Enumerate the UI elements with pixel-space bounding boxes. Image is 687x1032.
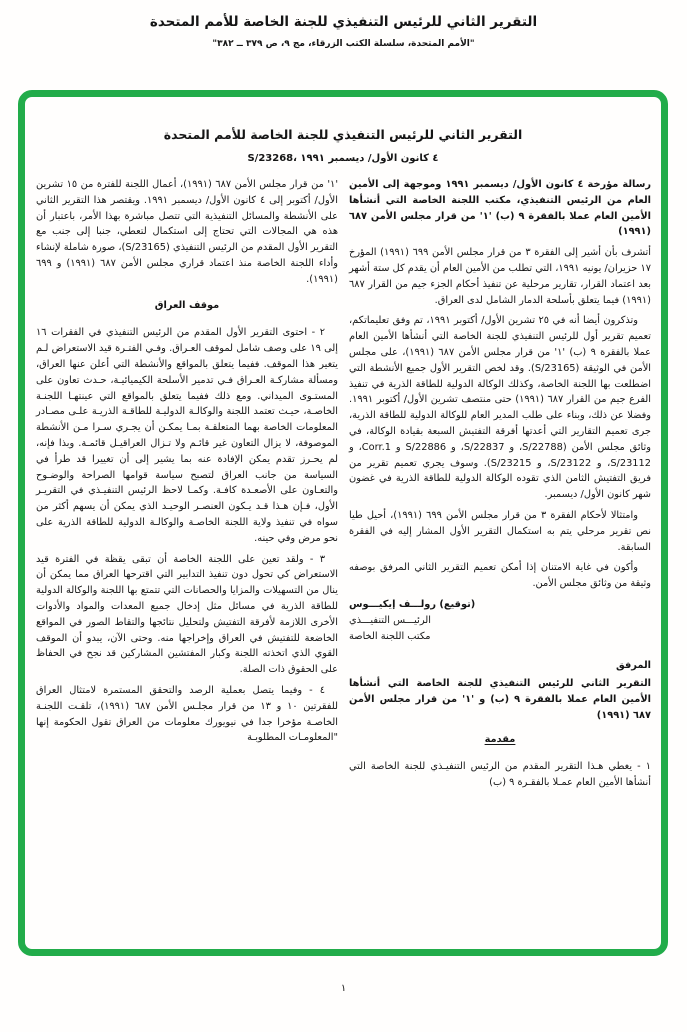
signature-block <box>349 597 651 644</box>
letter-paragraph-3: وامتثالا لأحكام الفقرة ٣ من قرار مجلس الأمن ٦٩٩ (١٩٩١)، أحيل طيا نص تقرير مرحلي يتم به استكمال التقرير الأول المشار إليه في الفقرة السابقة. <box>349 509 651 553</box>
body-paragraph-4: ٤ - وفيما يتصل بعملية الرصد والتحقق المستمرة لامتثال العراق للفقرتين ١٠ و ١٣ من قرار مجلـس الأمن ٦٨٧ (١٩٩١)، تلقـت اللجنـة الخاصـة مؤخرا جدا في نيويورك معلومات من العراق تقول الحكومة إنها "المعلومـات المطلوبـة <box>36 684 338 744</box>
body-paragraph-2: ٢ - احتوى التقرير الأول المقدم من الرئيس التنفيذي في الفقرات ١٦ إلى ١٩ على وصف شامل لموقف العـراق. وفـي الفتـرة قيد الاستعراض لـم يتغير هذا الموقف. ففيما يتعلق بالمواقع والأنشطة التي أعلن عنها العراق، ومسألة مشاركـة العـراق فـي تدمير الأسلحة الكيميائيـة، حـدث تعاون على المستـوى الميداني. ومع ذلك ففيما يتعلق بالمواقع التي عينتهـا اللجنـة الخاصـة، حيـث تعتمد اللجنة والوكالـة الدوليـة للطاقـة الذريـة علـى مصـادر المعلومات الخاصة بهما المتعلقـة بمـا يمكـن أن يجـري سـرا مـن الأنشطة الموصوفة، لا يزال التعاون غير قائـم ولا تـزال العراقيـل قائمـة. وبذا فإنه، لم يحـرز تقدم يمكن الإفادة عنه بما يشير إلى أن تغييرا قد طرأ في السياسة من جانب العراق لتصبح سياسة قوامها الصراحة والوضـوح والتعـاون على الأصعـدة كافـة. وكمـا لاحظ الرئيس التنفيـذي في التقريـر الأول، فـإن هـذا قـد يـكون العنصـر الوحيـد الذي يمكن أن يسهم أكثر من سواه في تنفيذ ولاية اللجنة الخاصـة والوكالـة الدولية للطاقة الذرية على نحو مرض وفي حينه. <box>36 327 338 544</box>
page-number: ١ <box>340 983 347 994</box>
column-left <box>36 177 338 751</box>
document-reference: S/23268، ٤ كانون الأول/ ديسمبر ١٩٩١ <box>247 153 439 164</box>
signature-role: الرئيـــس التنفيـــذي <box>349 614 431 626</box>
header-source-line: "الأمم المتحدة، سلسلة الكتب الزرقاء، مج ٩، ص ٣٧٩ ــ ٣٨٢" <box>212 39 475 49</box>
letter-paragraph-4: وأكون في غاية الامتنان إذا أمكن تعميم التقرير الثاني المرفق بوصفه وثيقة من وثائق مجلس الأمن. <box>349 562 651 590</box>
letter-paragraph-2: وتذكرون أيضا أنه في ٢٥ تشرين الأول/ أكتوبر ١٩٩١، تم وفق تعليماتكم، تعميم تقرير أول للرئيس التنفيذي للجنة الخاصة التي أنشأها الأمين العام عملا بالفقرة ٩ (ب) '١' من قرار مجلس الأمن ٦٨٧ (١٩٩١)، على مجلس الأمن في الوثيقة (S/23165). وقد لخص التقرير الأول جميع الأنشطة التي اضطلعت بها اللجنة الخاصة، وكذلك الوكالة الدولية للطاقة الذرية في تنفيذ الفرع جيم من القرار ٦٨٧ (١٩٩١) حتى منتصف تشرين الأول/ أكتوبر ١٩٩١. وفضلا عن ذلك، وبناء على طلب المدير العام للوكالة الدولية للطاقة الذرية، جرى تعميم التقارير التي أعدتها أفرقة التفتيش السبعة بقيادة الوكالة، في وثائق مجلس الأمن (S/22788، و S/22837، و S/22886 و Corr.1، و S/23112، و S/23122، و S/23215). وسوف يجري تعميم تقرير من فريق التفتيش الثامن الذي تقوده الوكالة الدولية للطاقة الذرية في غضون شهر كانون الأول/ ديسمبر. <box>349 315 652 501</box>
introduction-paragraph-1-continuation: '١' من قرار مجلس الأمن ٦٨٧ (١٩٩١)، أعمال اللجنة للفترة من ١٥ تشرين الأول/ أكتوبر إلى ٤ كانون الأول/ ديسمبر ١٩٩١. ويقتصر هذا التقرير الثاني على الأنشطة والمسائل التنفيذية التي تتصل مباشرة بهذا الأمر، باعتبار أن هذه هي المجالات التي تحتاج إلى استكمال لتعطي، جنبا إلى جنب مع التقرير الأول المقدم من الرئيس التنفيذي (S/23165)، صورة شاملة لإنشاء وأداء اللجنة الخاصة منذ اعتماد قراري مجلس الأمن ٦٨٧ (١٩٩١) و ٦٩٩ (١٩٩١). <box>36 179 339 285</box>
column-right <box>349 177 651 796</box>
header-title: التقرير الثاني للرئيس التنفيذي للجنة الخاصة للأمم المتحدة <box>149 14 538 30</box>
document-title: التقرير الثاني للرئيس التنفيذي للجنة الخاصة للأمم المتحدة <box>163 127 523 142</box>
body-paragraph-3: ٣ - ولقد تعين على اللجنة الخاصة أن تبقى يقظة في الفترة قيد الاستعراض كي تحول دون تنفيذ التدابير التي اقترحها العراق مما يمكن أن ينال من التسهيلات والمزايا والحصانات التي تتمتع بها اللجنة والوكالة الدولية للطاقة الذرية في مسائل مثل إدخال جميع المعدات والمواد والأدوات الأخرى اللازمة لأفرقة التفتيش ولتحليل نتائجها والتقاط الصور في المواقع الخاضعة للتفتيش في العراق وإخراجها منه. وحتى الآن، يبدو أن الموقف القوي الذي اتخذته اللجنة وكبار المفتشين المشاركين قد نجح في الحفاظ على الحقوق ذات الصلة. <box>36 553 338 676</box>
annex-title: التقرير الثاني للرئيس التنفيذي للجنة الخاصة التي أنشأها الأمين العام عملا بالفقرة ٩ (ب) و '١' من قرار مجلس الأمن ٦٨٧ (١٩٩١) <box>349 678 651 721</box>
two-column-body <box>25 177 661 796</box>
introduction-paragraph-1: ١ - يغطي هـذا التقرير المقدم من الرئيس التنفيـذي للجنة الخاصة التي أنشأها الأمين العام عمـلا بالفقـرة ٩ (ب) <box>349 761 651 789</box>
signature-office: مكتب اللجنة الخاصة <box>349 630 431 642</box>
annex-label: المرفق <box>616 660 651 672</box>
introduction-heading: مقدمة <box>484 733 516 745</box>
signature-name: (توقيع) رولـــف إيكيـــوس <box>349 598 476 610</box>
page-header <box>0 14 687 49</box>
letter-paragraph-1: أتشرف بأن أشير إلى الفقرة ٣ من قرار مجلس الأمن ٦٩٩ (١٩٩١) المؤرخ ١٧ حزيران/ يونيه ١٩٩١، التي تطلب من الأمين العام أن يقدم كل ستة أشهر بعد اعتماد القرار، تقارير مرحلية عن تنفيذ أحكام الجزء جيم من القرار ٦٨٧ (١٩٩١) فيما يتعلق بأسلحة الدمار الشامل لدى العراق. <box>349 247 652 306</box>
green-frame <box>18 90 668 956</box>
letter-subject: رسالة مؤرخة ٤ كانون الأول/ ديسمبر ١٩٩١ وموجهة إلى الأمين العام من الرئيس التنفيذي، مكتب اللجنة الخاصة التي أنشأها الأمين العام عملا بالفقرة ٩ (ب) '١' من قرار مجلس الأمن ٦٨٧ (١٩٩١) <box>349 179 651 238</box>
section-heading-iraq-position: موقف العراق <box>154 299 220 311</box>
